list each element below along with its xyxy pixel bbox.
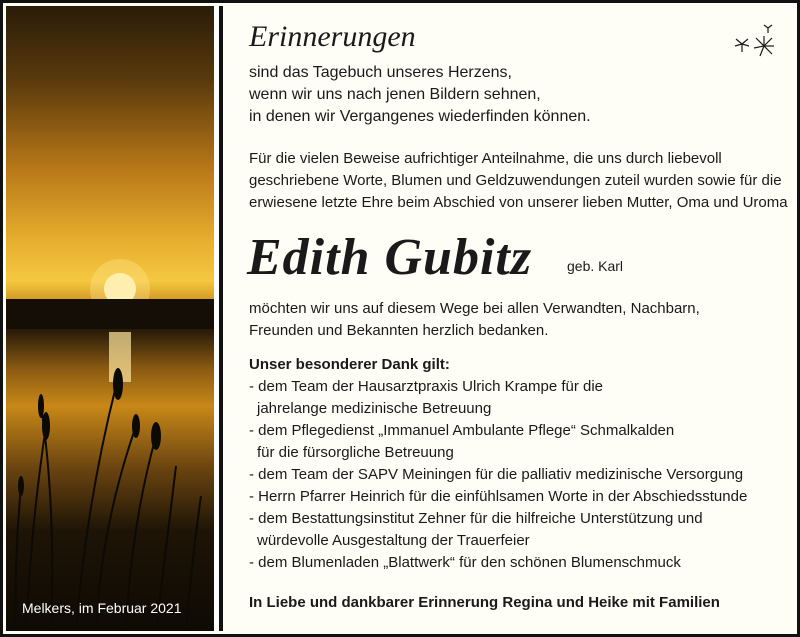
obituary-text-panel — [223, 6, 794, 631]
place-date-caption: Melkers, im Februar 2021 — [22, 600, 182, 616]
intro-line: Für die vielen Beweise aufrichtiger Anteilnahme, die uns durch liebevoll — [249, 150, 722, 167]
thanks-line: Freunden und Bekannten herzlich bedanken. — [249, 322, 549, 339]
special-thanks-line: - dem Bestattungsinstitut Zehner für die hilfreiche Unterstützung und — [249, 510, 703, 527]
special-thanks-line: - Herrn Pfarrer Heinrich für die einfühlsamen Worte in der Abschiedsstunde — [249, 488, 748, 505]
deceased-name: Edith Gubitz — [247, 229, 533, 286]
special-thanks-heading: Unser besonderer Dank gilt: — [249, 356, 450, 373]
dandelion-seeds-icon — [728, 22, 776, 62]
special-thanks-line: für die fürsorgliche Betreuung — [257, 444, 454, 461]
special-thanks-line: würdevolle Ausgestaltung der Trauerfeier — [257, 532, 530, 549]
heading: Erinnerungen — [249, 20, 416, 53]
sunset-photo — [6, 6, 214, 631]
special-thanks-line: jahrelange medizinische Betreuung — [257, 400, 492, 417]
signature: In Liebe und dankbarer Erinnerung Regina und Heike mit Familien — [249, 594, 720, 611]
special-thanks-line: - dem Pflegedienst „Immanuel Ambulante Pflege“ Schmalkalden — [249, 422, 675, 439]
maiden-name: geb. Karl — [567, 258, 624, 274]
verse-line: sind das Tagebuch unseres Herzens, — [249, 64, 512, 81]
special-thanks-line: - dem Team der Hausarztpraxis Ulrich Krampe für die — [249, 378, 604, 395]
thanks-line: möchten wir uns auf diesem Wege bei allen Verwandten, Nachbarn, — [249, 300, 700, 317]
intro-line: erwiesene letzte Ehre beim Abschied von unserer lieben Mutter, Oma und Uroma — [249, 194, 788, 211]
intro-line: geschriebene Worte, Blumen und Geldzuwendungen zuteil wurden sowie für die — [249, 172, 782, 189]
verse-line: wenn wir uns nach jenen Bildern sehnen, — [249, 86, 541, 103]
special-thanks-line: - dem Team der SAPV Meiningen für die palliativ medizinische Versorgung — [249, 466, 744, 483]
special-thanks-line: - dem Blumenladen „Blattwerk“ für den schönen Blumenschmuck — [249, 554, 681, 571]
verse-line: in denen wir Vergangenes wiederfinden können. — [249, 108, 591, 125]
